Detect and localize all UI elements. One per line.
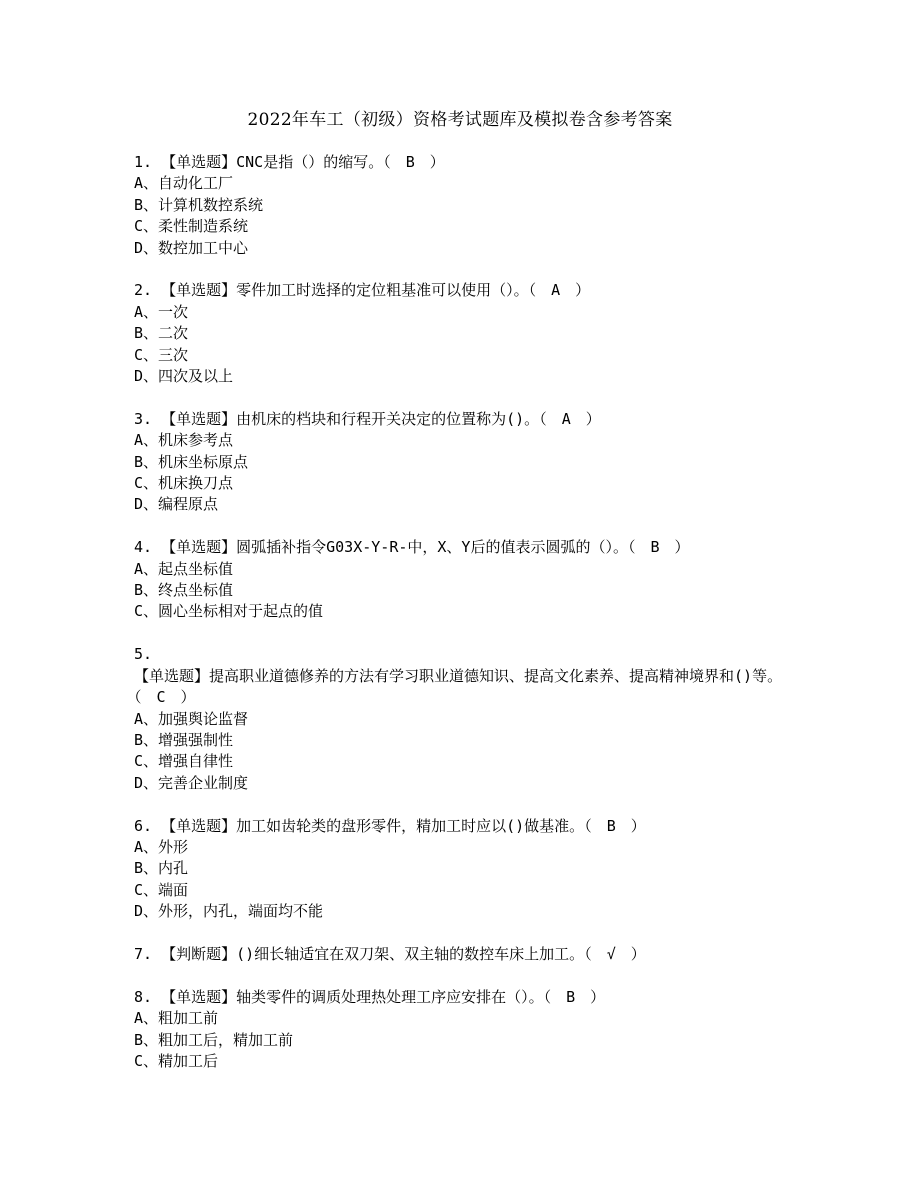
question-type: 【单选题】 <box>134 666 210 685</box>
option-a: A、起点坐标值 <box>134 559 234 578</box>
question-type: 【单选题】 <box>161 153 237 171</box>
option-c: C、精加工后 <box>134 1051 219 1070</box>
question-stem <box>134 666 794 709</box>
question-number: 3. <box>134 409 153 428</box>
question-text: 提高职业道德修养的方法有学习职业道德知识、提高文化素养、提高精神境界和()等。 <box>209 666 783 685</box>
question-number: 4. <box>134 538 153 557</box>
option-b: B、机床坐标原点 <box>134 452 249 471</box>
option-c: C、端面 <box>134 880 189 899</box>
option-c: C、机床换刀点 <box>134 474 234 493</box>
question-stem <box>134 816 794 837</box>
question-type: 【单选题】 <box>161 987 237 1006</box>
question-text: 轴类零件的调质处理热处理工序应安排在（）。 <box>236 987 544 1006</box>
question-answer: （ √ ） <box>584 944 646 963</box>
question-number: 6. <box>134 816 153 835</box>
option-a: A、机床参考点 <box>134 431 234 450</box>
question-answer: （ B ） <box>627 538 690 557</box>
question-number: 1. <box>134 153 153 171</box>
option-c: C、圆心坐标相对于起点的值 <box>134 602 324 621</box>
option-a: A、加强舆论监督 <box>134 709 249 728</box>
question-answer: （ A ） <box>539 409 601 428</box>
question-4 <box>134 537 794 623</box>
option-b: B、增强强制性 <box>134 730 234 749</box>
option-b: B、二次 <box>134 324 189 343</box>
question-3 <box>134 409 794 516</box>
question-type: 【单选题】 <box>161 409 237 428</box>
question-stem <box>134 944 794 965</box>
option-d: D、数控加工中心 <box>134 238 249 257</box>
question-type: 【单选题】 <box>161 281 237 300</box>
question-8 <box>134 987 794 1073</box>
question-text: ()细长轴适宜在双刀架、双主轴的数控车床上加工。 <box>236 944 585 963</box>
option-a: A、外形 <box>134 837 189 856</box>
option-a: A、粗加工前 <box>134 1009 219 1028</box>
option-b: B、粗加工后，精加工前 <box>134 1030 294 1049</box>
question-text: 由机床的档块和行程开关决定的位置称为()。 <box>236 409 540 428</box>
option-b: B、内孔 <box>134 859 189 878</box>
question-6 <box>134 816 794 923</box>
question-5 <box>134 644 794 794</box>
option-c: C、增强自律性 <box>134 752 234 771</box>
option-d: D、四次及以上 <box>134 367 234 386</box>
question-answer: （ A ） <box>528 281 591 300</box>
question-number: 8. <box>134 987 153 1006</box>
question-type: 【判断题】 <box>161 944 237 963</box>
question-answer: （ B ） <box>383 153 445 171</box>
option-b: B、终点坐标值 <box>134 581 234 600</box>
question-type: 【单选题】 <box>161 538 237 557</box>
option-c: C、三次 <box>134 345 189 364</box>
question-list <box>134 152 794 1094</box>
option-b: B、计算机数控系统 <box>134 195 264 214</box>
option-c: C、柔性制造系统 <box>134 217 249 236</box>
question-number: 7. <box>134 944 153 963</box>
question-stem <box>134 409 794 430</box>
question-stem <box>134 152 794 173</box>
question-7 <box>134 944 794 965</box>
question-stem <box>134 280 794 301</box>
question-answer: （ C ） <box>134 688 196 707</box>
option-d: D、完善企业制度 <box>134 773 249 792</box>
question-2 <box>134 280 794 387</box>
question-number: 5. <box>134 645 153 664</box>
question-answer: （ B ） <box>584 816 646 835</box>
question-text: 加工如齿轮类的盘形零件，精加工时应以()做基准。 <box>236 816 585 835</box>
question-text: 圆弧插补指令G03X-Y-R-中，X、Y后的值表示圆弧的（）。 <box>236 538 628 557</box>
question-text: CNC是指（）的缩写。 <box>236 153 384 171</box>
document-title: 2022年车工（初级）资格考试题库及模拟卷含参考答案 <box>247 110 673 130</box>
question-stem <box>134 987 794 1008</box>
question-1 <box>134 152 794 259</box>
option-d: D、外形，内孔，端面均不能 <box>134 902 324 921</box>
question-text: 零件加工时选择的定位粗基准可以使用（）。 <box>236 281 529 300</box>
option-a: A、自动化工厂 <box>134 174 234 193</box>
question-number: 2. <box>134 281 153 300</box>
option-a: A、一次 <box>134 302 189 321</box>
option-d: D、编程原点 <box>134 495 219 514</box>
question-stem <box>134 537 794 558</box>
question-type: 【单选题】 <box>161 816 237 835</box>
question-answer: （ B ） <box>543 987 606 1006</box>
